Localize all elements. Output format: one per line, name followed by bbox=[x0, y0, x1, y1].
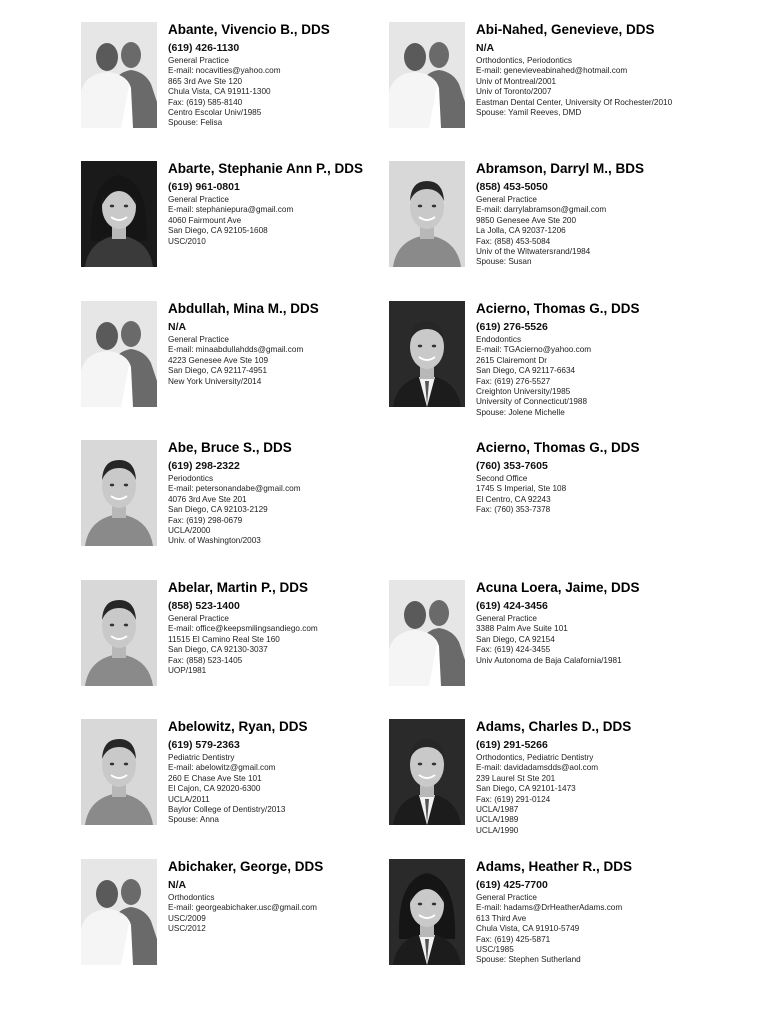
placeholder-silhouette-photo bbox=[389, 22, 465, 128]
detail-line: 11515 El Camino Real Ste 160 bbox=[168, 634, 280, 644]
dentist-portrait-photo bbox=[389, 859, 465, 965]
fax-line: Fax: (619) 585-8140 bbox=[168, 97, 243, 107]
specialty-line: General Practice bbox=[476, 614, 537, 623]
detail-line: San Diego, CA 92117-4951 bbox=[168, 366, 268, 376]
email-line: E-mail: nocavities@yahoo.com bbox=[168, 66, 281, 76]
dentist-name: Abarte, Stephanie Ann P., DDS bbox=[168, 161, 364, 176]
detail-line: San Diego, CA 92117-6634 bbox=[476, 366, 576, 376]
detail-line: San Diego, CA 92105-1608 bbox=[168, 226, 268, 236]
phone-number: (619) 298-2322 bbox=[168, 460, 240, 472]
detail-line: Chula Vista, CA 91911-1300 bbox=[168, 87, 271, 97]
email-line: E-mail: stephaniepura@gmail.com bbox=[168, 205, 294, 215]
specialty-line: Periodontics bbox=[168, 474, 214, 483]
email-line: E-mail: davidadamsdds@aol.com bbox=[476, 763, 599, 773]
fax-line: Fax: (619) 424-3455 bbox=[476, 645, 551, 655]
specialty-line: General Practice bbox=[168, 614, 229, 623]
placeholder-silhouette-photo bbox=[389, 580, 465, 686]
detail-line: UCLA/1989 bbox=[476, 815, 519, 825]
placeholder-silhouette-photo bbox=[81, 22, 157, 128]
detail-line: Chula Vista, CA 91910-5749 bbox=[476, 924, 580, 934]
detail-line: San Diego, CA 92130-3037 bbox=[168, 645, 268, 655]
email-line: E-mail: petersonandabe@gmail.com bbox=[168, 484, 301, 494]
dentist-name: Abante, Vivencio B., DDS bbox=[168, 22, 330, 37]
detail-line: San Diego, CA 92154 bbox=[476, 634, 555, 644]
directory-entry bbox=[389, 440, 759, 570]
detail-line: La Jolla, CA 92037-1206 bbox=[476, 226, 566, 236]
phone-number: (619) 291-5266 bbox=[476, 739, 548, 751]
spouse-line: Spouse: Susan bbox=[476, 257, 532, 267]
specialty-line: General Practice bbox=[168, 56, 229, 65]
specialty-line: Second Office bbox=[476, 474, 528, 483]
detail-line: San Diego, CA 92101-1473 bbox=[476, 784, 576, 794]
specialty-line: General Practice bbox=[168, 335, 229, 344]
dentist-name: Acierno, Thomas G., DDS bbox=[476, 440, 640, 455]
phone-number: N/A bbox=[476, 42, 495, 54]
email-line: E-mail: georgeabichaker.usc@gmail.com bbox=[168, 903, 317, 913]
detail-line: Univ of Toronto/2007 bbox=[476, 87, 552, 97]
detail-line: 239 Laurel St Ste 201 bbox=[476, 773, 556, 783]
specialty-line: General Practice bbox=[168, 195, 229, 204]
dentist-name: Adams, Charles D., DDS bbox=[476, 719, 632, 734]
dentist-name: Abe, Bruce S., DDS bbox=[168, 440, 292, 455]
dentist-name: Abramson, Darryl M., BDS bbox=[476, 161, 645, 176]
detail-line: Creighton University/1985 bbox=[476, 387, 571, 397]
detail-line: Univ of Montreal/2001 bbox=[476, 76, 557, 86]
detail-line: Baylor College of Dentistry/2013 bbox=[168, 805, 286, 815]
phone-number: (858) 453-5050 bbox=[476, 181, 548, 193]
phone-number: (619) 426-1130 bbox=[168, 42, 240, 54]
dentist-portrait-photo bbox=[81, 440, 157, 546]
fax-line: Fax: (858) 453-5084 bbox=[476, 236, 551, 246]
dentist-portrait-photo bbox=[81, 161, 157, 267]
spouse-line: Spouse: Felisa bbox=[168, 118, 223, 128]
detail-line: 865 3rd Ave Ste 120 bbox=[168, 76, 243, 86]
fax-line: Fax: (619) 291-0124 bbox=[476, 794, 551, 804]
directory-entry bbox=[389, 719, 759, 849]
specialty-line: Pediatric Dentistry bbox=[168, 753, 235, 762]
dentist-name: Abi-Nahed, Genevieve, DDS bbox=[476, 22, 655, 37]
detail-line: Centro Escolar Univ/1985 bbox=[168, 108, 262, 118]
fax-line: Fax: (760) 353-7378 bbox=[476, 505, 551, 515]
dentist-portrait-photo bbox=[389, 161, 465, 267]
entry-details bbox=[476, 719, 768, 836]
entry-details bbox=[476, 859, 768, 966]
spouse-line: Spouse: Anna bbox=[168, 815, 219, 825]
detail-line: UCLA/2011 bbox=[168, 794, 210, 804]
phone-number: N/A bbox=[168, 321, 187, 333]
dentist-name: Abichaker, George, DDS bbox=[168, 859, 324, 874]
email-line: E-mail: genevieveabinahed@hotmail.com bbox=[476, 66, 628, 76]
detail-line: 4223 Genesee Ave Ste 109 bbox=[168, 355, 269, 365]
placeholder-silhouette-photo bbox=[81, 859, 157, 965]
entry-details bbox=[476, 580, 768, 666]
detail-line: Eastman Dental Center, University Of Rochester/2010 bbox=[476, 97, 673, 107]
directory-entry bbox=[389, 580, 759, 710]
phone-number: (858) 523-1400 bbox=[168, 600, 240, 612]
email-line: E-mail: abelowitz@gmail.com bbox=[168, 763, 276, 773]
email-line: E-mail: hadams@DrHeatherAdams.com bbox=[476, 903, 623, 913]
detail-line: 3388 Palm Ave Suite 101 bbox=[476, 624, 568, 634]
entry-details bbox=[476, 440, 768, 516]
dentist-name: Adams, Heather R., DDS bbox=[476, 859, 633, 874]
dentist-portrait-photo bbox=[81, 580, 157, 686]
directory-entry bbox=[389, 161, 759, 291]
specialty-line: General Practice bbox=[476, 893, 537, 902]
detail-line: 613 Third Ave bbox=[476, 913, 527, 923]
detail-line: USC/2010 bbox=[168, 236, 206, 246]
email-line: E-mail: minaabdullahdds@gmail.com bbox=[168, 345, 304, 355]
specialty-line: Orthodontics, Periodontics bbox=[476, 56, 573, 65]
detail-line: Univ. of Washington/2003 bbox=[168, 536, 261, 546]
dentist-portrait-photo bbox=[389, 719, 465, 825]
detail-line: El Cajon, CA 92020-6300 bbox=[168, 784, 261, 794]
phone-number: (619) 961-0801 bbox=[168, 181, 240, 193]
dentist-name: Acuna Loera, Jaime, DDS bbox=[476, 580, 640, 595]
directory-entry bbox=[389, 859, 759, 989]
specialty-line: Orthodontics, Pediatric Dentistry bbox=[476, 753, 594, 762]
dentist-name: Acierno, Thomas G., DDS bbox=[476, 301, 640, 316]
dentist-name: Abelar, Martin P., DDS bbox=[168, 580, 309, 595]
fax-line: Fax: (619) 298-0679 bbox=[168, 515, 243, 525]
directory-entry bbox=[389, 22, 759, 152]
detail-line: El Centro, CA 92243 bbox=[476, 494, 551, 504]
detail-line: 1745 S Imperial, Ste 108 bbox=[476, 484, 567, 494]
placeholder-silhouette-photo bbox=[81, 301, 157, 407]
email-line: E-mail: TGAcierno@yahoo.com bbox=[476, 345, 592, 355]
phone-number: N/A bbox=[168, 879, 187, 891]
detail-line: USC/2009 bbox=[168, 913, 206, 923]
detail-line: University of Connecticut/1988 bbox=[476, 397, 588, 407]
phone-number: (619) 425-7700 bbox=[476, 879, 548, 891]
entry-details bbox=[476, 301, 768, 418]
specialty-line: General Practice bbox=[476, 195, 537, 204]
specialty-line: Endodontics bbox=[476, 335, 522, 344]
detail-line: 4060 Fairmount Ave bbox=[168, 215, 242, 225]
phone-number: (760) 353-7605 bbox=[476, 460, 548, 472]
detail-line: 9850 Genesee Ave Ste 200 bbox=[476, 215, 577, 225]
specialty-line: Orthodontics bbox=[168, 893, 215, 902]
spouse-line: Spouse: Jolene Michelle bbox=[476, 407, 565, 417]
dentist-name: Abdullah, Mina M., DDS bbox=[168, 301, 319, 316]
detail-line: UCLA/1987 bbox=[476, 805, 519, 815]
detail-line: UOP/1981 bbox=[168, 666, 207, 676]
email-line: E-mail: office@keepsmilingsandiego.com bbox=[168, 624, 318, 634]
detail-line: USC/1985 bbox=[476, 945, 514, 955]
dentist-name: Abelowitz, Ryan, DDS bbox=[168, 719, 308, 734]
detail-line: 260 E Chase Ave Ste 101 bbox=[168, 773, 262, 783]
detail-line: San Diego, CA 92103-2129 bbox=[168, 505, 268, 515]
phone-number: (619) 579-2363 bbox=[168, 739, 240, 751]
spouse-line: Spouse: Yamil Reeves, DMD bbox=[476, 108, 582, 118]
phone-number: (619) 424-3456 bbox=[476, 600, 548, 612]
detail-line: Univ Autonoma de Baja Calafornia/1981 bbox=[476, 655, 622, 665]
dentist-portrait-photo bbox=[81, 719, 157, 825]
detail-line: UCLA/2000 bbox=[168, 526, 211, 536]
detail-line: 2615 Clairemont Dr bbox=[476, 355, 547, 365]
email-line: E-mail: darrylabramson@gmail.com bbox=[476, 205, 607, 215]
directory-entry bbox=[389, 301, 759, 431]
detail-line: New York University/2014 bbox=[168, 376, 262, 386]
spouse-line: Spouse: Stephen Sutherland bbox=[476, 955, 581, 965]
fax-line: Fax: (619) 276-5527 bbox=[476, 376, 551, 386]
fax-line: Fax: (619) 425-5871 bbox=[476, 934, 551, 944]
detail-line: Univ of the Witwatersrand/1984 bbox=[476, 247, 591, 257]
fax-line: Fax: (858) 523-1405 bbox=[168, 655, 243, 665]
entry-details bbox=[476, 161, 768, 268]
entry-details bbox=[476, 22, 768, 118]
dentist-portrait-photo bbox=[389, 301, 465, 407]
detail-line: 4076 3rd Ave Ste 201 bbox=[168, 494, 247, 504]
detail-line: UCLA/1990 bbox=[476, 825, 519, 835]
detail-line: USC/2012 bbox=[168, 924, 206, 934]
phone-number: (619) 276-5526 bbox=[476, 321, 548, 333]
